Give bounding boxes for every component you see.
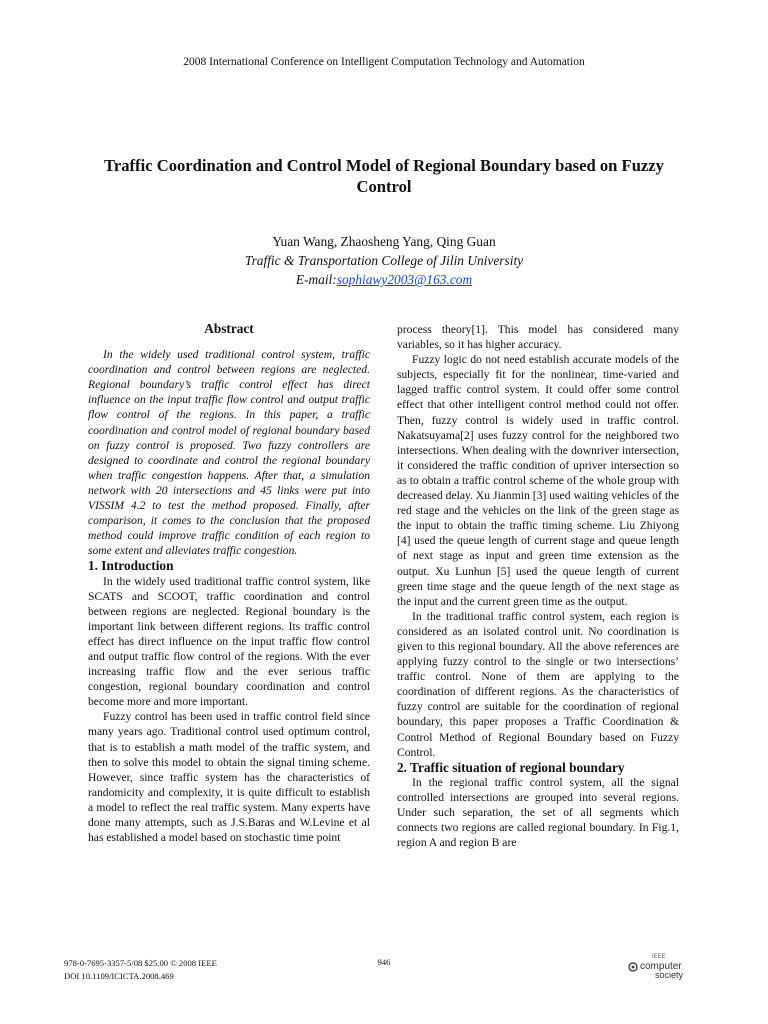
paper-title: Traffic Coordination and Control Model of Regional Boundary based on Fuzzy Control [104, 156, 664, 196]
section2-heading: 2. Traffic situation of regional boundary [397, 759, 625, 775]
abstract-heading: Abstract [204, 321, 254, 336]
intro-paragraph: In the widely used traditional traffic control system, like SCATS and SCOOT, traffic coordination and control between regions are neglected. Regional boundary is the important link between different regions. Its traffic control effect has direct influence on the input traffic flow control and output traffic flow control of the regions. With the ever increasing traffic flow and the ever serious traffic congestion, regional boundary coordination and control become more and more important. [88, 574, 370, 709]
footer-isbn: 978-0-7695-3357-5/08 $25.00 © 2008 IEEE [64, 958, 217, 968]
email-link[interactable]: sophiawy2003@163.com [336, 272, 473, 287]
introduction-heading: 1. Introduction [88, 558, 174, 574]
conference-header: 2008 International Conference on Intelligent Computation Technology and Automation [183, 56, 585, 68]
logo-society-text: society [655, 970, 684, 980]
intro-paragraph-continued: process theory[1]. This model has considered many variables, so it has higher accuracy. [397, 323, 679, 352]
abstract-text: In the widely used traditional control system, traffic coordination and control between regions are neglected. Regional boundary’s traffic control effect has direct influence on the input traffic flow control and output traffic flow control of the regions. In this paper, a traffic coordination and control model of regional boundary based on fuzzy control is proposed. Two fuzzy controllers are designed to coordinate and control the regional boundary when traffic congestion happens. After that, a simulation network with 20 intersections and 45 links were put into VISSIM 4.2 to test the method proposed. Finally, after comparison, it comes to the conclusion that the proposed method could improve traffic condition of each region to some extent and alleviates traffic congestion. [88, 348, 370, 558]
ieee-computer-society-logo [626, 951, 706, 981]
author-email-line [0, 270, 768, 289]
right-column [397, 322, 679, 850]
intro-paragraph: In the traditional traffic control system, each region is considered as an isolated control unit. No coordination is given to this regional boundary. All the above references are applying fuzzy control to the single or two intersections’ traffic control. None of them are applying to the coordination of different regions. As the characteristics of fuzzy control are suitable for the coordination of regional boundary, this paper proposes a Traffic Coordination & Control Method of Regional Boundary based on Fuzzy Control. [397, 609, 679, 759]
intro-paragraph: Fuzzy control has been used in traffic control field since many years ago. Traditional control used optimum control, that is to establish a math model of the traffic system, and then to solve this model to obtain the signal timing scheme. However, since traffic system has the characteristics of randomicity and complexity, it is quite difficult to establish a model to reflect the real traffic system. Many experts have done many attempts, such as J.S.Baras and W.Levine et al has established a model based on stochastic time point [88, 710, 370, 845]
footer-doi: DOI 10.1109/ICICTA.2008.469 [64, 971, 174, 981]
section2-paragraph: In the regional traffic control system, all the signal controlled intersections are grouped into several regions. Under such separation, the set of all segments which connects two regions are called regional boundary. In Fig.1, region A and region B are [397, 775, 679, 850]
logo-ieee-text: IEEE [652, 954, 666, 960]
left-column [88, 321, 370, 845]
logo-computer-text: computer [640, 961, 682, 972]
author-affiliation: Traffic & Transportation College of Jilin University [244, 253, 524, 268]
email-label: E-mail: [295, 272, 337, 287]
ieee-logo-graphic [626, 951, 706, 981]
author-block [0, 232, 768, 289]
page-number: 946 [377, 957, 391, 967]
author-names: Yuan Wang, Zhaosheng Yang, Qing Guan [272, 234, 496, 249]
intro-paragraph: Fuzzy logic do not need establish accurate models of the subjects, especially fit for the nonlinear, time-varied and lagged traffic control system. It could offer some control effect that other intelligent control method could not offer. Then, fuzzy control is widely used in traffic control. Nakatsuyama[2] uses fuzzy control for the neighbored two intersections. When dealing with the downriver intersection, it considered the traffic condition of upriver intersection so as to obtain a traffic control scheme of the whole group with decreased delay. Xu Jianmin [3] used waiting vehicles of the red stage and the vehicles on the link of the green stage as the input to obtain the traffic timing scheme. Liu Zhiyong [4] used the queue length of current stage and queue length of next stage as input and green time extension as the output. Xu Lunhun [5] used the queue length of current green time stage and the queue length of the next stage as the input and the current green time as the output. [397, 353, 679, 608]
